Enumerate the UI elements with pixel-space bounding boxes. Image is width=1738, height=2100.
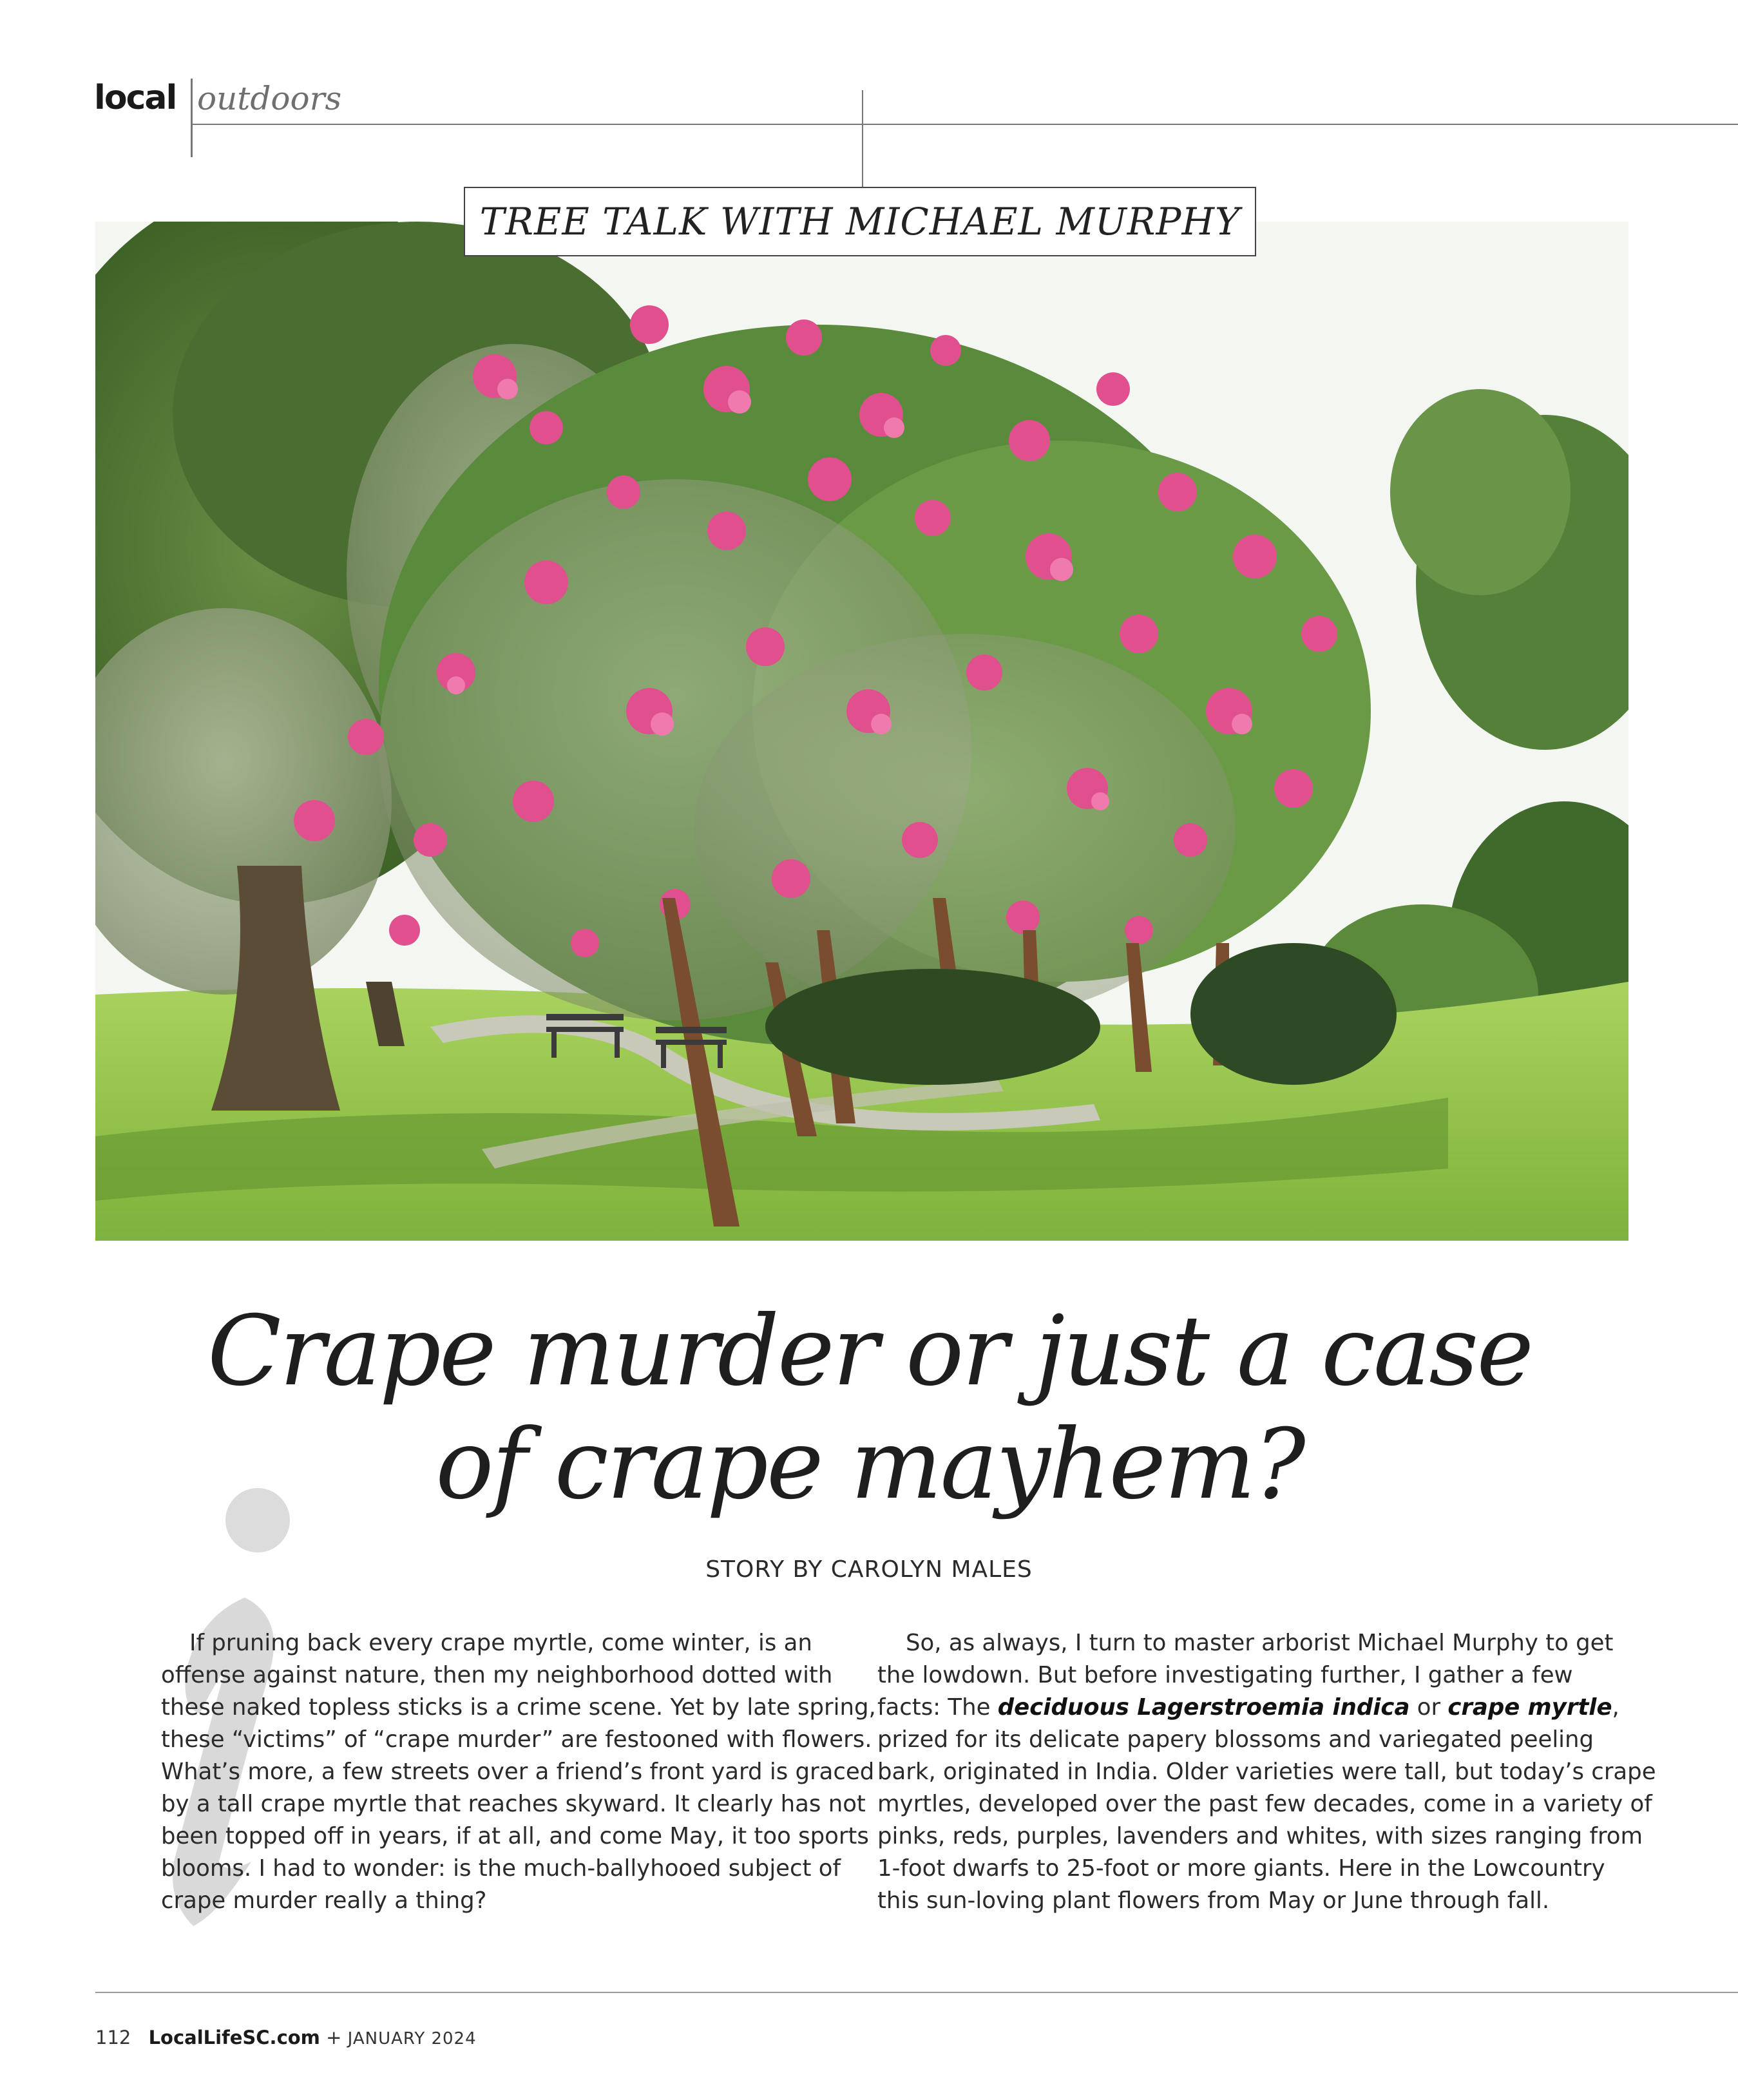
body-line: by a tall crape myrtle that reaches skyward. It clearly has not [161, 1791, 866, 1817]
emphasis-species-name: deciduous Lagerstroemia indica [997, 1694, 1410, 1721]
body-line: What’s more, a few streets over a friend’s front yard is graced [161, 1759, 875, 1785]
body-line: pinks, reds, purples, lavenders and whites, with sizes ranging from [877, 1823, 1643, 1849]
body-line: blooms. I had to wonder: is the much-ballyhooed subject of [161, 1855, 841, 1882]
body-line: these naked topless sticks is a crime scene. Yet by late spring, [161, 1694, 876, 1721]
column-title: TREE TALK WITH MICHAEL MURPHY [479, 200, 1241, 243]
photo-crape-myrtle-park [95, 222, 1628, 1241]
body-line: offense against nature, then my neighborhood dotted with [161, 1662, 833, 1688]
byline: STORY BY CAROLYN MALES [705, 1556, 1033, 1583]
headline-line-2: of crape mayhem? [435, 1409, 1304, 1521]
body-text: or [1409, 1694, 1448, 1721]
body-line: myrtles, developed over the past few decades, come in a variety of [877, 1791, 1652, 1817]
column-title-box [464, 187, 1256, 256]
center-divider [862, 90, 863, 187]
headline-line-1: Crape murder or just a case [207, 1295, 1533, 1408]
section-label-local: local [94, 79, 177, 117]
body-line: these “victims” of “crape murder” are festooned with flowers. [161, 1726, 872, 1753]
body-column-2 [877, 1627, 1656, 1917]
header-rule [191, 124, 1738, 125]
section-label-outdoors: outdoors [197, 80, 342, 117]
body-line: bark, originated in India. Older varieties were tall, but today’s crape [877, 1759, 1656, 1785]
body-line: been topped off in years, if at all, and come May, it too sports [161, 1823, 869, 1849]
footer-separator: + [326, 2027, 342, 2048]
header-divider [191, 79, 193, 157]
hero-photo [95, 222, 1628, 1241]
page-footer [95, 2027, 477, 2048]
body-line: If pruning back every crape myrtle, come winter, is an [189, 1630, 812, 1656]
body-line [877, 1692, 1656, 1724]
page-number: 112 [95, 2027, 131, 2048]
footer-rule [95, 1992, 1738, 1993]
body-text: facts: The [877, 1694, 998, 1721]
body-line: the lowdown. But before investigating further, I gather a few [877, 1662, 1573, 1688]
body-line: 1-foot dwarfs to 25-foot or more giants. Here in the Lowcountry [877, 1855, 1605, 1882]
website-link[interactable]: LocalLifeSC.com [148, 2027, 320, 2048]
emphasis-common-name: crape myrtle [1447, 1694, 1612, 1721]
body-line: So, as always, I turn to master arborist Michael Murphy to get [906, 1630, 1614, 1656]
body-text: , [1612, 1694, 1619, 1721]
body-line: this sun-loving plant flowers from May or June through fall. [877, 1887, 1550, 1914]
headline [129, 1295, 1610, 1522]
body-line: crape murder really a thing? [161, 1887, 487, 1914]
body-line: prized for its delicate papery blossoms and variegated peeling [877, 1726, 1594, 1753]
issue-date: JANUARY 2024 [347, 2029, 477, 2048]
body-column-1 [161, 1627, 876, 1917]
